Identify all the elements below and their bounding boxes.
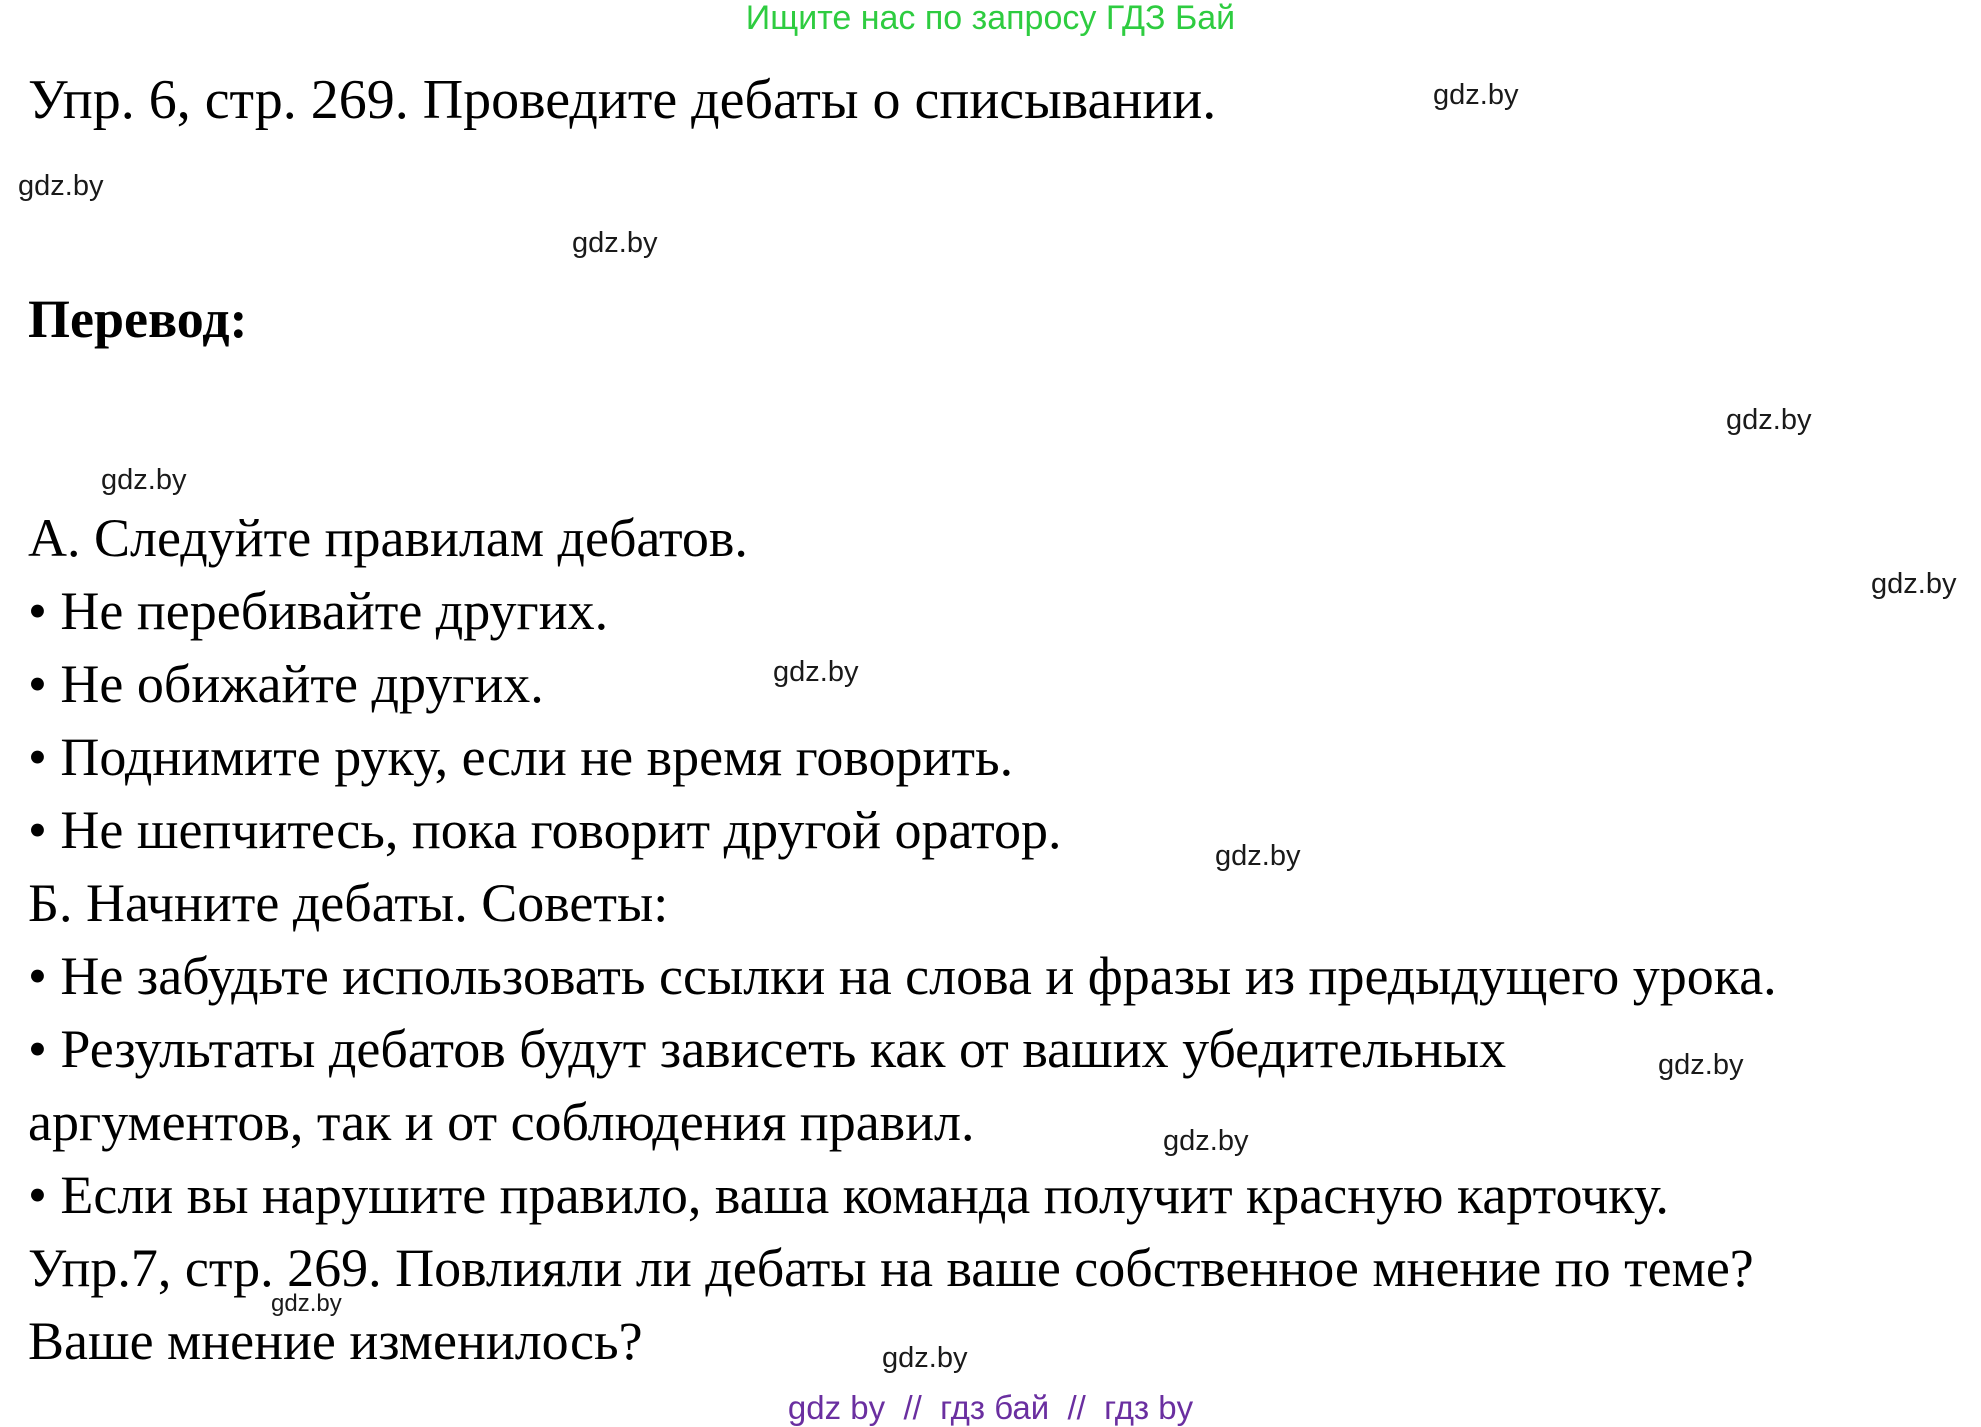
tip-item: • Не забудьте использовать ссылки на слова и фразы из предыдущего урока. <box>28 946 1777 1006</box>
search-banner: Ищите нас по запросу ГДЗ Бай <box>745 0 1236 37</box>
watermark: gdz.by <box>101 464 187 496</box>
watermark: gdz.by <box>271 1290 342 1317</box>
rule-item: • Не обижайте других. <box>28 654 544 714</box>
footer-links: gdz by // гдз бай // гдз by <box>787 1389 1194 1426</box>
watermark: gdz.by <box>773 656 859 688</box>
watermark: gdz.by <box>1726 404 1812 436</box>
exercise-6-title: Упр. 6, стр. 269. Проведите дебаты о списывании. <box>28 69 1217 131</box>
watermark: gdz.by <box>882 1342 968 1374</box>
watermark: gdz.by <box>1163 1125 1249 1157</box>
exercise-7-question: Упр.7, стр. 269. Повлияли ли дебаты на ваше собственное мнение по теме? <box>28 1238 1754 1298</box>
watermark: gdz.by <box>1871 568 1957 600</box>
section-a-heading: А. Следуйте правилам дебатов. <box>28 508 748 568</box>
watermark: gdz.by <box>1658 1049 1744 1081</box>
rule-item: • Не перебивайте других. <box>28 581 609 641</box>
rule-item: • Не шепчитесь, пока говорит другой оратор. <box>28 800 1062 860</box>
rule-item: • Поднимите руку, если не время говорить. <box>28 727 1014 787</box>
watermark: gdz.by <box>572 227 658 259</box>
exercise-7-question-continuation: Ваше мнение изменилось? <box>28 1311 643 1371</box>
watermark: gdz.by <box>1215 840 1301 872</box>
tip-item: • Результаты дебатов будут зависеть как от ваших убедительных <box>28 1019 1507 1079</box>
translation-text <box>28 502 1777 1378</box>
tip-item-continuation: аргументов, так и от соблюдения правил. <box>28 1092 975 1152</box>
tip-item: • Если вы нарушите правило, ваша команда получит красную карточку. <box>28 1165 1669 1225</box>
translation-heading: Перевод: <box>28 289 248 349</box>
watermark: gdz.by <box>18 170 104 202</box>
section-b-heading: Б. Начните дебаты. Советы: <box>28 873 669 933</box>
watermark: gdz.by <box>1433 79 1519 111</box>
